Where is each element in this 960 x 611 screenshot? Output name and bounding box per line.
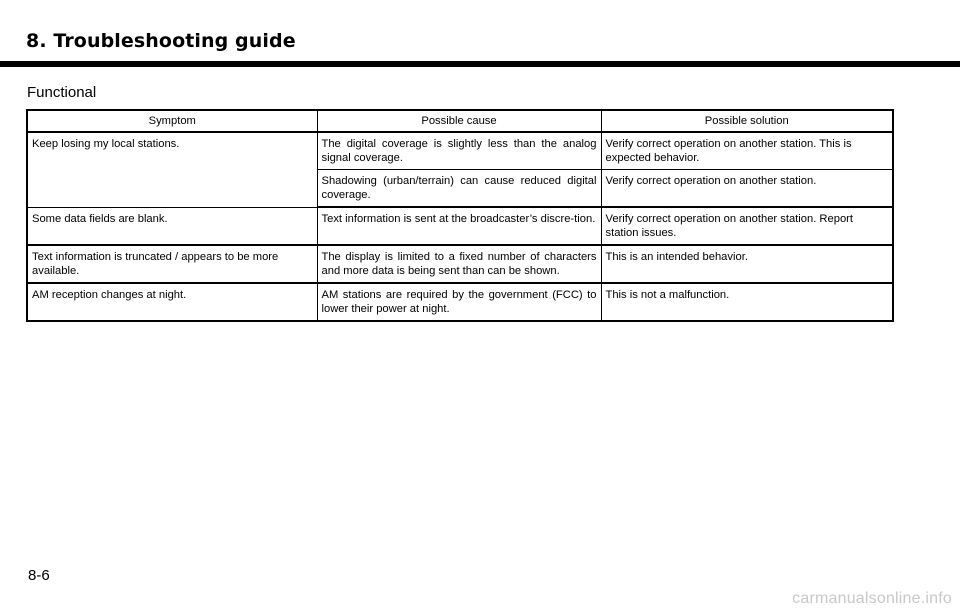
symptom-cell: Text information is truncated / appears to be more available. [27, 245, 317, 283]
watermark: carmanualsonline.info [792, 590, 952, 607]
solution-cell: Verify correct operation on another station. This is expected behavior. [601, 132, 893, 170]
section-title: Functional [27, 84, 97, 101]
table-row [27, 283, 893, 321]
symptom-cell: Keep losing my local stations. [27, 132, 317, 207]
cause-cell: The digital coverage is slightly less than the analog signal coverage. [317, 132, 601, 170]
page-number: 8-6 [28, 567, 50, 584]
troubleshooting-table [26, 109, 894, 322]
table-row [27, 132, 893, 170]
solution-cell: Verify correct operation on another station. Report station issues. [601, 207, 893, 245]
cause-cell: Shadowing (urban/terrain) can cause reduced digital coverage. [317, 170, 601, 208]
solution-cell: Verify correct operation on another station. [601, 170, 893, 208]
cause-cell: AM stations are required by the government (FCC) to lower their power at night. [317, 283, 601, 321]
symptom-cell: AM reception changes at night. [27, 283, 317, 321]
header-rule [0, 61, 960, 67]
chapter-title: 8. Troubleshooting guide [26, 30, 296, 52]
column-header-cause: Possible cause [317, 110, 601, 132]
cause-cell: The display is limited to a fixed number of characters and more data is being sent than can be shown. [317, 245, 601, 283]
cause-cell: Text information is sent at the broadcaster’s discre-tion. [317, 207, 601, 245]
solution-cell: This is an intended behavior. [601, 245, 893, 283]
symptom-cell: Some data fields are blank. [27, 207, 317, 245]
table-header-row [27, 110, 893, 132]
table-row [27, 245, 893, 283]
column-header-symptom: Symptom [27, 110, 317, 132]
table-row [27, 207, 893, 245]
solution-cell: This is not a malfunction. [601, 283, 893, 321]
column-header-solution: Possible solution [601, 110, 893, 132]
